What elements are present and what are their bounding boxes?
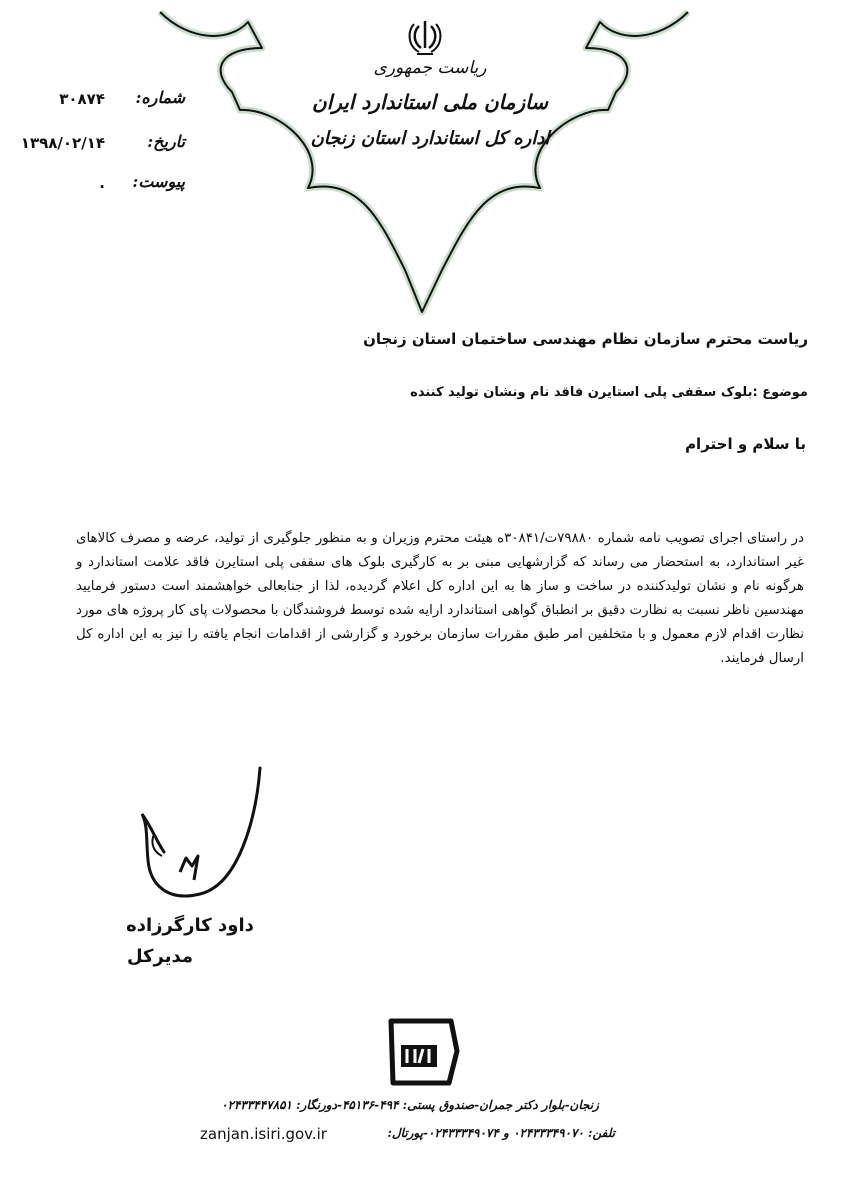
greeting-line: با سلام و احترام — [685, 435, 806, 453]
attachment-value: . — [99, 174, 105, 192]
letter-body: در راستای اجرای تصویب نامه شماره ۷۹۸۸۰ت/۳۰۸۴۱ه هیئت محترم وزیران و به منظور جلوگیری از تولید، عرضه و مصرف کالاهای غیر استاندارد، به استحضار می رساند که گزارشهایی مبنی بر به کارگیری بلوک های سقفی پلی استایرن فاقد علامت استاندارد و هرگونه نام و نشان تولیدکننده در ساخت و ساز ها به این اداره کل اعلام گردیده، لذا از جنابعالی خواهشمند است دستور فرمایید مهندسین ناظر نسبت به نظارت دقیق بر انطباق گواهی استاندارد ارایه شده توسط فروشندگان با محصولات پای کار پروژه های مورد نظارت اقدام لازم معمول و با متخلفین امر طبق مقررات سازمان برخورد و گزارشی از اقدامات انجام یافته را نیز به این اداره کل ارسال فرمایند. — [76, 531, 804, 666]
letterhead-line-3: اداره کل استاندارد استان زنجان — [310, 128, 550, 149]
signatory-title: مدیرکل — [126, 946, 194, 967]
footer-address: زنجان-بلوار دکتر جمران-صندوق پستی: ۴۹۴-۴۵۱۳۶-دورنگار: ۰۲۴۳۳۴۴۷۸۵۱ — [221, 1098, 599, 1112]
letterhead-line-1: ریاست جمهوری — [373, 58, 487, 78]
iran-emblem-icon — [405, 18, 445, 58]
subject-line: موضوع :بلوک سقفی پلی استایرن فاقد نام ونشان تولید کننده — [410, 385, 808, 400]
footer-portal-link[interactable]: zanjan.isiri.gov.ir — [200, 1125, 327, 1143]
attachment-label: پیوست: — [132, 172, 185, 191]
footer-phone: تلفن: ۰۲۴۳۳۳۴۹۰۷۰ و ۰۲۴۳۳۳۴۹۰۷۴-پورتال: — [387, 1126, 615, 1140]
letter-number-label: شماره: — [135, 88, 185, 107]
letter-number-value: ۳۰۸۷۴ — [59, 90, 105, 108]
letter-date-label: تاریخ: — [147, 132, 185, 151]
letterhead-line-2: سازمان ملی استاندارد ایران — [312, 90, 548, 114]
handwritten-signature — [128, 760, 268, 910]
isiri-logo-icon — [385, 1015, 465, 1090]
recipient-line: ریاست محترم سازمان نظام مهندسی ساختمان استان زنجان — [363, 330, 808, 348]
letter-date-value: ۱۳۹۸/۰۲/۱۴ — [20, 134, 105, 152]
signatory-name: داود کارگرزاده — [126, 915, 254, 936]
